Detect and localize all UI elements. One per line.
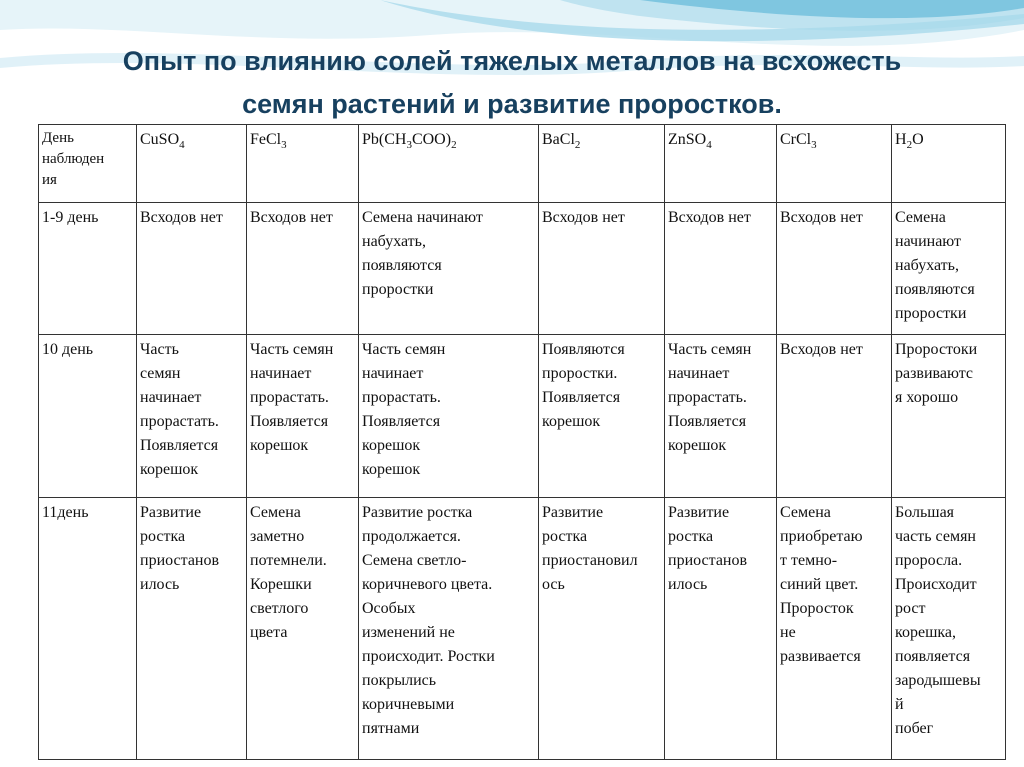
table-cell: [539, 203, 665, 335]
header-formula-sub: 2: [574, 139, 581, 151]
cell-text: Семена приобретаю т темно- синий цвет. Проросток не развивается: [780, 504, 863, 665]
header-formula-tail: O: [912, 131, 924, 148]
header-formula-sub: 4: [179, 139, 185, 151]
cell-text: Часть семян начинает прорастать. Появляется корешок: [250, 341, 334, 454]
header-formula: Pb(CH: [362, 131, 407, 148]
cell-text: Большая часть семян проросла. Происходит рост корешка, появляется зародышевы й побег: [895, 504, 981, 737]
table-cell: [892, 203, 1006, 335]
header-cell-lead-acetate: [359, 125, 539, 203]
cell-text: Семена заметно потемнели. Корешки светлого цвета: [250, 504, 327, 641]
header-formula: BaCl: [542, 131, 575, 148]
header-cell-crcl3: [777, 125, 892, 203]
header-formula: H: [895, 131, 907, 148]
day-label: 10 день: [42, 341, 94, 358]
header-cell-bacl2: [539, 125, 665, 203]
header-formula-sub: 3: [281, 139, 287, 151]
table-cell: [539, 335, 665, 498]
cell-text: Всходов нет: [542, 209, 625, 226]
table-cell: [539, 498, 665, 760]
header-day-label: День наблюден ия: [42, 130, 105, 188]
header-formula-sub: 3: [406, 139, 412, 151]
table-cell: [137, 335, 247, 498]
table-cell: [777, 498, 892, 760]
table-cell-day: [39, 498, 137, 760]
header-cell-day: [39, 125, 137, 203]
cell-text: Проростоки развиваютс я хорошо: [895, 341, 978, 406]
table-row: [39, 203, 1006, 335]
cell-text: Всходов нет: [140, 209, 223, 226]
table-cell: [137, 498, 247, 760]
table-cell-day: [39, 335, 137, 498]
cell-text: Семена начинают набухать, появляются проростки: [362, 209, 483, 298]
cell-text: Часть семян начинает прорастать. Появляется корешок: [668, 341, 752, 454]
cell-text: Всходов нет: [668, 209, 751, 226]
day-label: 1-9 день: [42, 209, 99, 226]
header-formula-sub: 2: [451, 139, 457, 151]
table-header-row: [39, 125, 1006, 203]
cell-text: Развитие ростка приостанов илось: [140, 504, 220, 593]
header-formula: ZnSO: [668, 131, 707, 148]
table-cell: [247, 203, 359, 335]
cell-text: Часть семян начинает прорастать. Появляется корешок: [140, 341, 219, 478]
header-formula-tail: COO): [411, 131, 452, 148]
table-cell: [359, 335, 539, 498]
table-cell: [247, 335, 359, 498]
header-formula-sub: 3: [811, 139, 817, 151]
cell-text: Часть семян начинает прорастать. Появляется корешок корешок: [362, 341, 446, 478]
header-cell-fecl3: [247, 125, 359, 203]
cell-text: Развитие ростка продолжается. Семена светло- коричневого цвета. Особых изменений не происходит. Ростки покрылись коричневыми пятнами: [362, 504, 495, 737]
table-cell: [892, 335, 1006, 498]
header-cell-cuso4: [137, 125, 247, 203]
table-cell: [777, 335, 892, 498]
slide-title: [40, 40, 984, 126]
table-cell: [247, 498, 359, 760]
cell-text: Всходов нет: [780, 209, 863, 226]
table-cell: [359, 203, 539, 335]
table-cell: [892, 498, 1006, 760]
table-cell: [665, 335, 777, 498]
slide-title-line-2: семян растений и развитие проростков.: [242, 89, 782, 119]
table-cell: [777, 203, 892, 335]
slide-title-line-1: Опыт по влиянию солей тяжелых металлов на всхожесть: [122, 46, 902, 76]
cell-text: Появляются проростки. Появляется корешок: [542, 341, 625, 430]
day-label: 11день: [42, 504, 89, 521]
header-formula: CrCl: [780, 131, 812, 148]
cell-text: Семена начинают набухать, появляются проростки: [895, 209, 975, 322]
cell-text: Развитие ростка приостановил ось: [542, 504, 638, 593]
cell-text: Развитие ростка приостанов илось: [668, 504, 748, 593]
header-formula-sub: 2: [906, 139, 913, 151]
table-cell: [359, 498, 539, 760]
header-cell-h2o: [892, 125, 1006, 203]
table-row: [39, 498, 1006, 760]
table-cell: [137, 203, 247, 335]
header-formula: CuSO: [140, 131, 180, 148]
table-cell: [665, 203, 777, 335]
header-cell-znso4: [665, 125, 777, 203]
cell-text: Всходов нет: [250, 209, 333, 226]
header-formula: FeCl: [250, 131, 282, 148]
experiment-table: [38, 124, 1006, 760]
header-formula-sub: 4: [706, 139, 712, 151]
cell-text: Всходов нет: [780, 341, 863, 358]
table-cell-day: [39, 203, 137, 335]
table-row: [39, 335, 1006, 498]
table-cell: [665, 498, 777, 760]
